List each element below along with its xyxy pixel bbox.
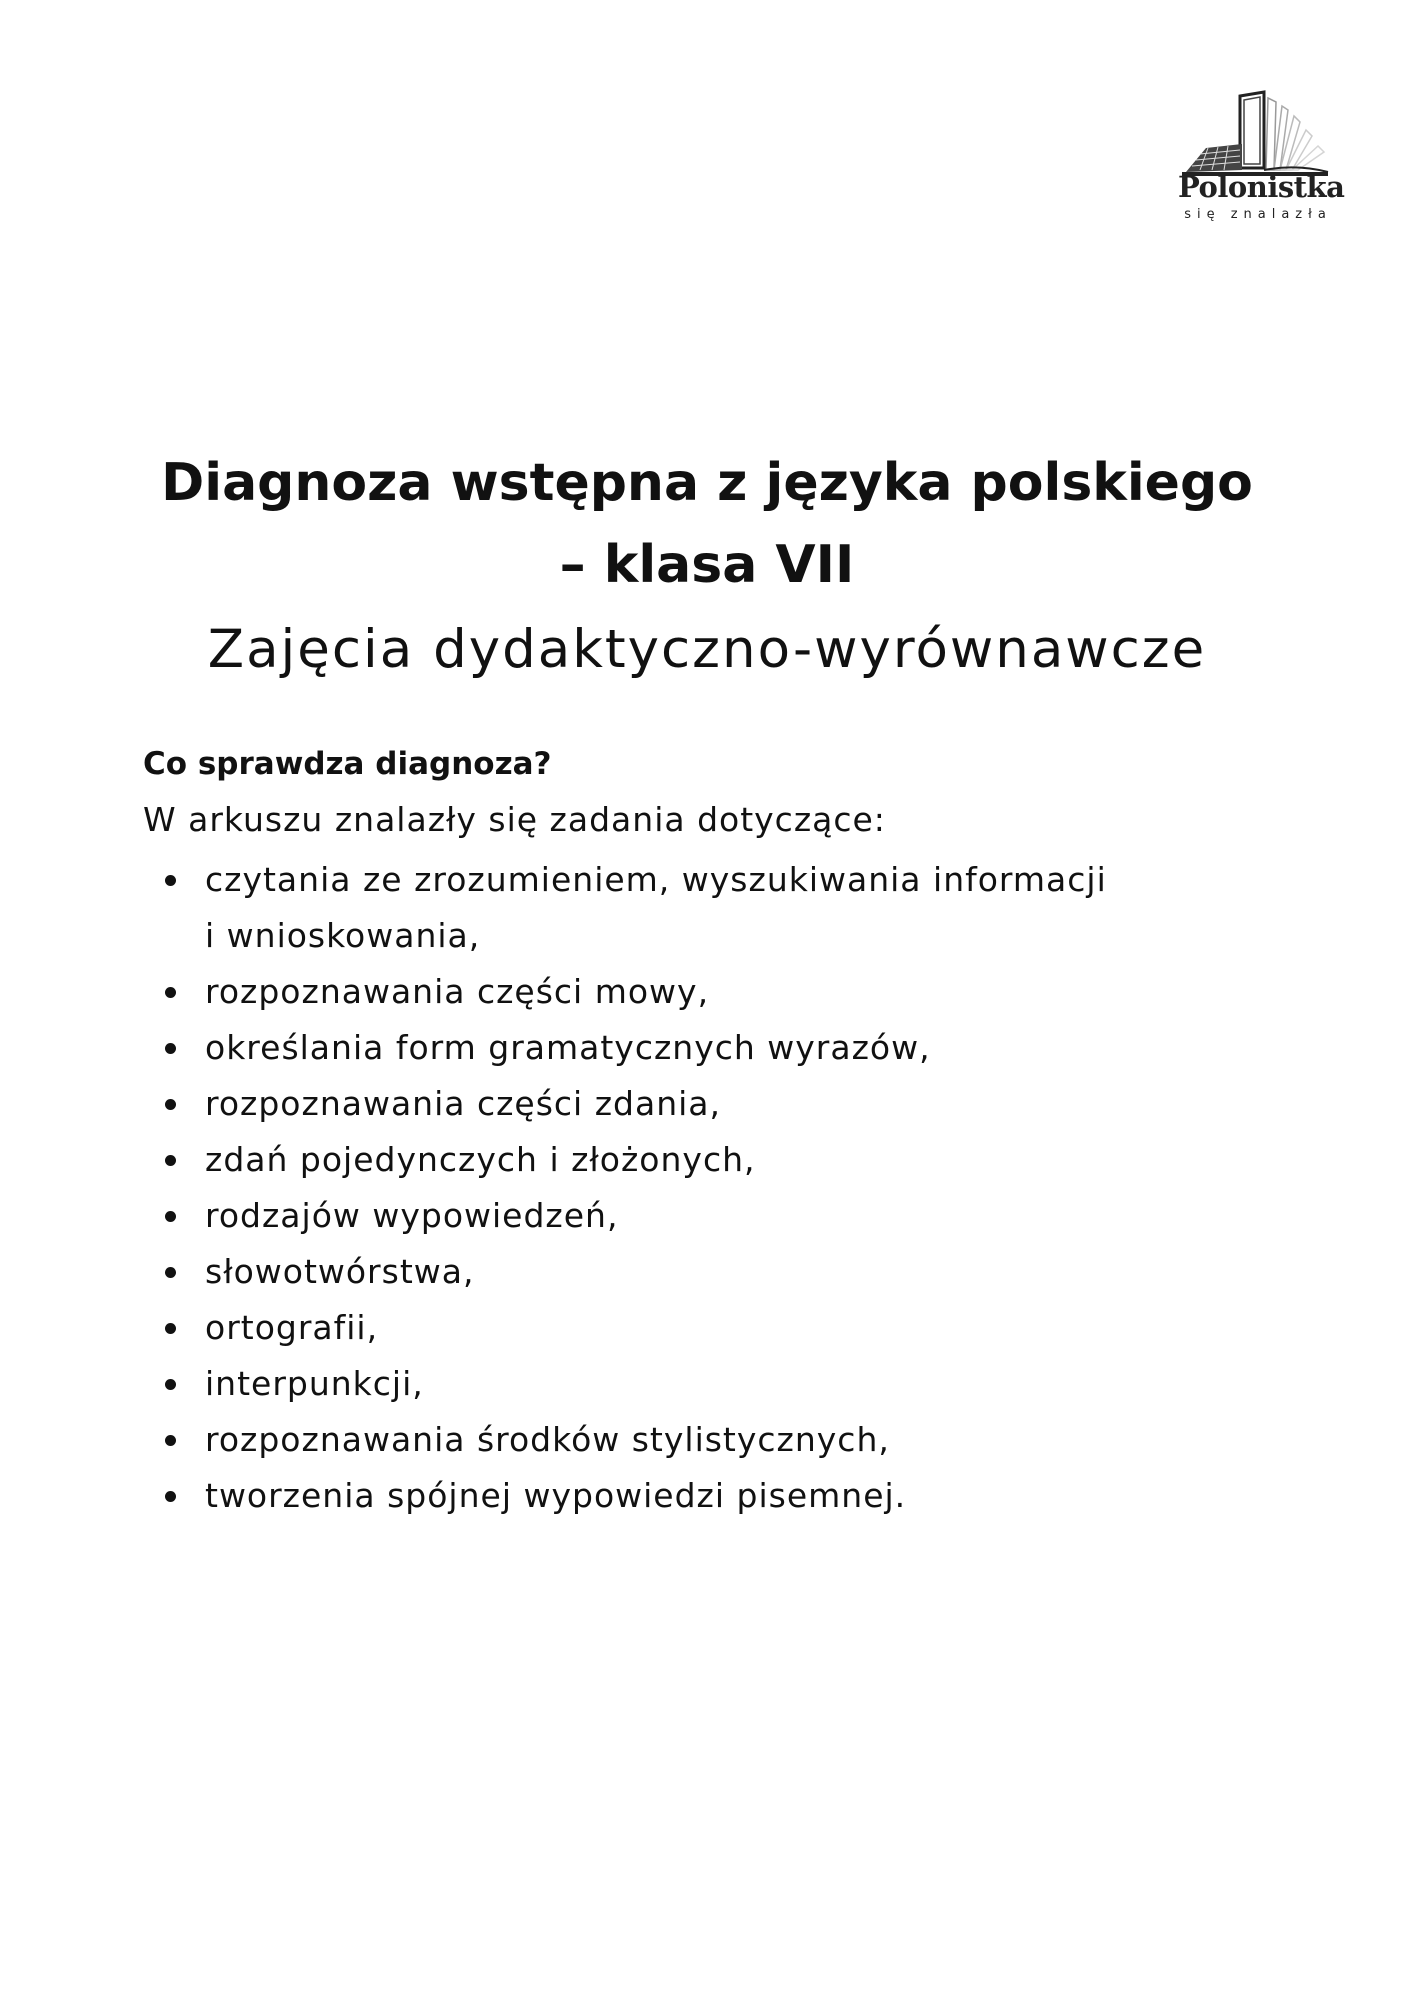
bullet-icon	[165, 1379, 176, 1390]
list-item-text: tworzenia spójnej wypowiedzi pisemnej.	[205, 1476, 907, 1515]
list-item-text: interpunkcji,	[205, 1364, 424, 1403]
document-subtitle: Zajęcia dydaktyczno-wyrównawcze	[207, 619, 1207, 680]
list-item-text: określania form gramatycznych wyrazów,	[205, 1028, 931, 1067]
list-item-text: rozpoznawania części mowy,	[205, 972, 710, 1011]
list-item	[143, 964, 1243, 1020]
list-item	[143, 1020, 1243, 1076]
intro-text: W arkuszu znalazły się zadania dotyczące:	[143, 800, 886, 839]
list-item-text: rozpoznawania środków stylistycznych,	[205, 1420, 890, 1459]
title-line-2: – klasa VII	[559, 535, 855, 595]
logo-tagline: się znalazła	[1184, 207, 1332, 222]
list-item	[143, 1412, 1243, 1468]
list-item-text: rozpoznawania części zdania,	[205, 1084, 722, 1123]
list-item-text: zdań pojedynczych i złożonych,	[205, 1140, 756, 1179]
logo-wordmark: Polonistka	[1178, 170, 1345, 204]
laptop-book-icon	[1178, 90, 1338, 180]
list-item-text: słowotwórstwa,	[205, 1252, 475, 1291]
bullet-icon	[165, 987, 176, 998]
bullet-icon	[165, 1043, 176, 1054]
list-item	[143, 1468, 1243, 1524]
list-item-text-continuation: i wnioskowania,	[205, 916, 481, 955]
list-item-text: ortografii,	[205, 1308, 379, 1347]
document-title	[100, 442, 1314, 606]
topics-list	[143, 852, 1243, 1524]
list-item	[143, 1076, 1243, 1132]
bullet-icon	[165, 1099, 176, 1110]
bullet-icon	[165, 1435, 176, 1446]
logo	[1178, 90, 1348, 230]
bullet-icon	[165, 1155, 176, 1166]
title-line-1: Diagnoza wstępna z języka polskiego	[161, 453, 1253, 513]
list-item	[143, 1300, 1243, 1356]
bullet-icon	[165, 1323, 176, 1334]
list-item	[143, 1356, 1243, 1412]
list-item	[143, 852, 1243, 964]
section-heading: Co sprawdza diagnoza?	[143, 746, 552, 782]
list-item	[143, 1132, 1243, 1188]
list-item	[143, 1188, 1243, 1244]
list-item	[143, 1244, 1243, 1300]
list-item-text: czytania ze zrozumieniem, wyszukiwania informacji	[205, 860, 1107, 899]
bullet-icon	[165, 875, 176, 886]
bullet-icon	[165, 1267, 176, 1278]
bullet-icon	[165, 1211, 176, 1222]
bullet-icon	[165, 1491, 176, 1502]
list-item-text: rodzajów wypowiedzeń,	[205, 1196, 619, 1235]
